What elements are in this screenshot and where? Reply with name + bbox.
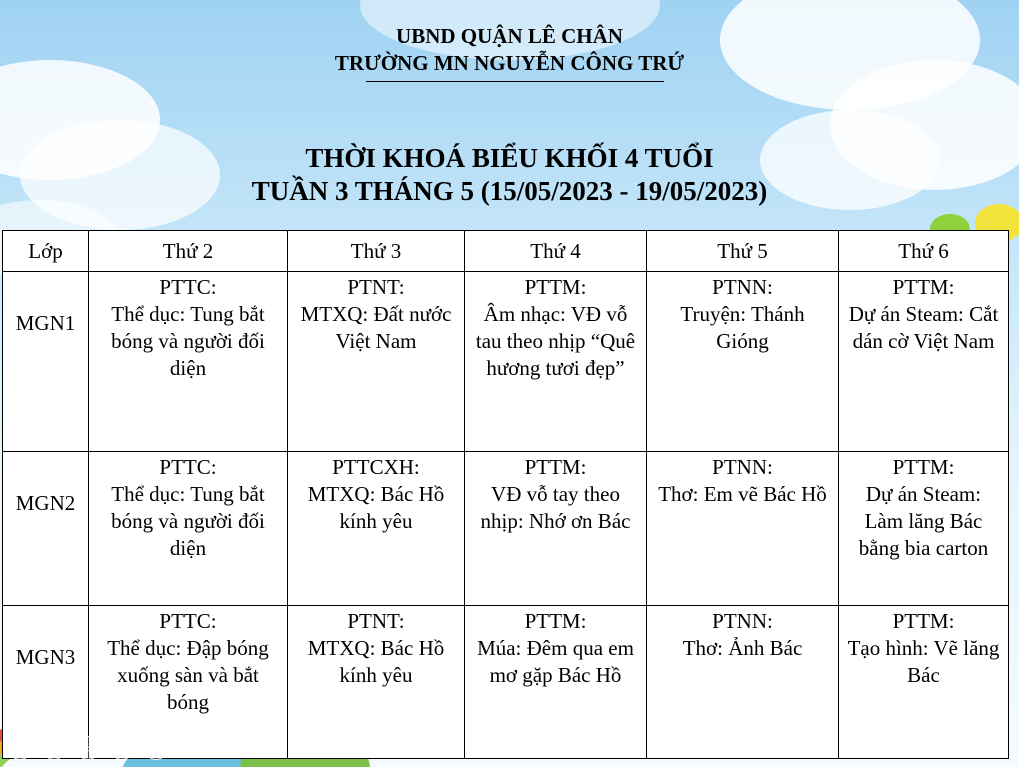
arrow-left-icon[interactable]: ← [8, 736, 32, 760]
cell-area: PTNT: [347, 275, 405, 299]
page-subtitle: TUẦN 3 THÁNG 5 (15/05/2023 - 19/05/2023) [251, 176, 768, 206]
class-name-cell: MGN1 [3, 272, 89, 452]
schedule-cell [288, 606, 465, 759]
table-header-row [3, 231, 1009, 272]
column-header-fri: Thứ 6 [839, 231, 1009, 272]
header-divider [366, 81, 664, 82]
page-title: THỜI KHOÁ BIỂU KHỐI 4 TUỔI [305, 143, 714, 173]
column-header-thu: Thứ 5 [647, 231, 839, 272]
cell-area: PTTM: [892, 609, 955, 633]
cell-activity: Dự án Steam: Làm lăng Bác bằng bia carton [858, 482, 989, 560]
cell-area: PTTCXH: [332, 455, 420, 479]
cell-activity: Thể dục: Tung bắt bóng và người đối diện [111, 302, 265, 380]
schedule-cell [839, 606, 1009, 759]
cell-activity: Thể dục: Tung bắt bóng và người đối diện [111, 482, 265, 560]
cell-activity: Dự án Steam: Cắt dán cờ Việt Nam [848, 302, 999, 353]
schedule-cell [839, 452, 1009, 606]
cell-activity: Thơ: Em vẽ Bác Hồ [658, 482, 827, 506]
schedule-cell [465, 606, 647, 759]
cell-activity: Múa: Đêm qua em mơ gặp Bác Hồ [477, 636, 634, 687]
schedule-cell [89, 452, 288, 606]
schedule-cell [465, 272, 647, 452]
column-header-tue: Thứ 3 [288, 231, 465, 272]
cell-activity: MTXQ: Bác Hồ kính yêu [307, 482, 445, 533]
zoom-icon[interactable]: ⚲ [110, 736, 134, 760]
table-row [3, 452, 1009, 606]
pen-icon[interactable]: ✎ [42, 736, 66, 760]
cell-area: PTNT: [347, 609, 405, 633]
schedule-cell [647, 606, 839, 759]
cell-area: PTNN: [712, 275, 773, 299]
table-row [3, 272, 1009, 452]
schedule-cell [839, 272, 1009, 452]
org-line-2: TRƯỜNG MN NGUYỄN CÔNG TRỨ [334, 51, 685, 75]
cell-activity: MTXQ: Bác Hồ kính yêu [307, 636, 445, 687]
cell-activity: Âm nhạc: VĐ vỗ tau theo nhịp “Quê hương tươi đẹp” [475, 302, 636, 380]
column-header-class: Lớp [3, 231, 89, 272]
cell-area: PTTC: [159, 275, 217, 299]
schedule-cell [89, 272, 288, 452]
cell-area: PTNN: [712, 455, 773, 479]
cell-activity: VĐ vỗ tay theo nhịp: Nhớ ơn Bác [480, 482, 631, 533]
cell-activity: Tạo hình: Vẽ lăng Bác [847, 636, 1000, 687]
cell-area: PTTM: [524, 609, 587, 633]
schedule-cell [288, 272, 465, 452]
schedule-cell [647, 272, 839, 452]
cell-activity: Truyện: Thánh Gióng [680, 302, 805, 353]
cell-area: PTTM: [892, 275, 955, 299]
cell-area: PTTM: [524, 275, 587, 299]
schedule-cell [647, 452, 839, 606]
cell-area: PTNN: [712, 609, 773, 633]
column-header-wed: Thứ 4 [465, 231, 647, 272]
class-name-cell: MGN2 [3, 452, 89, 606]
cell-area: PTTC: [159, 609, 217, 633]
column-header-mon: Thứ 2 [89, 231, 288, 272]
more-icon[interactable]: ⋯ [144, 736, 168, 760]
cell-area: PTTM: [892, 455, 955, 479]
cell-activity: MTXQ: Đất nước Việt Nam [300, 302, 452, 353]
schedule-cell [288, 452, 465, 606]
cell-activity: Thể dục: Đập bóng xuống sàn và bắt bóng [107, 636, 269, 714]
slideshow-toolbar [8, 736, 168, 760]
schedule-table [2, 230, 1009, 759]
slides-icon[interactable]: ▭ [76, 736, 100, 760]
class-name-cell: MGN3 [3, 606, 89, 759]
cell-activity: Thơ: Ảnh Bác [682, 636, 803, 660]
org-line-1: UBND QUẬN LÊ CHÂN [396, 24, 623, 48]
cell-area: PTTC: [159, 455, 217, 479]
cell-area: PTTM: [524, 455, 587, 479]
schedule-cell [465, 452, 647, 606]
